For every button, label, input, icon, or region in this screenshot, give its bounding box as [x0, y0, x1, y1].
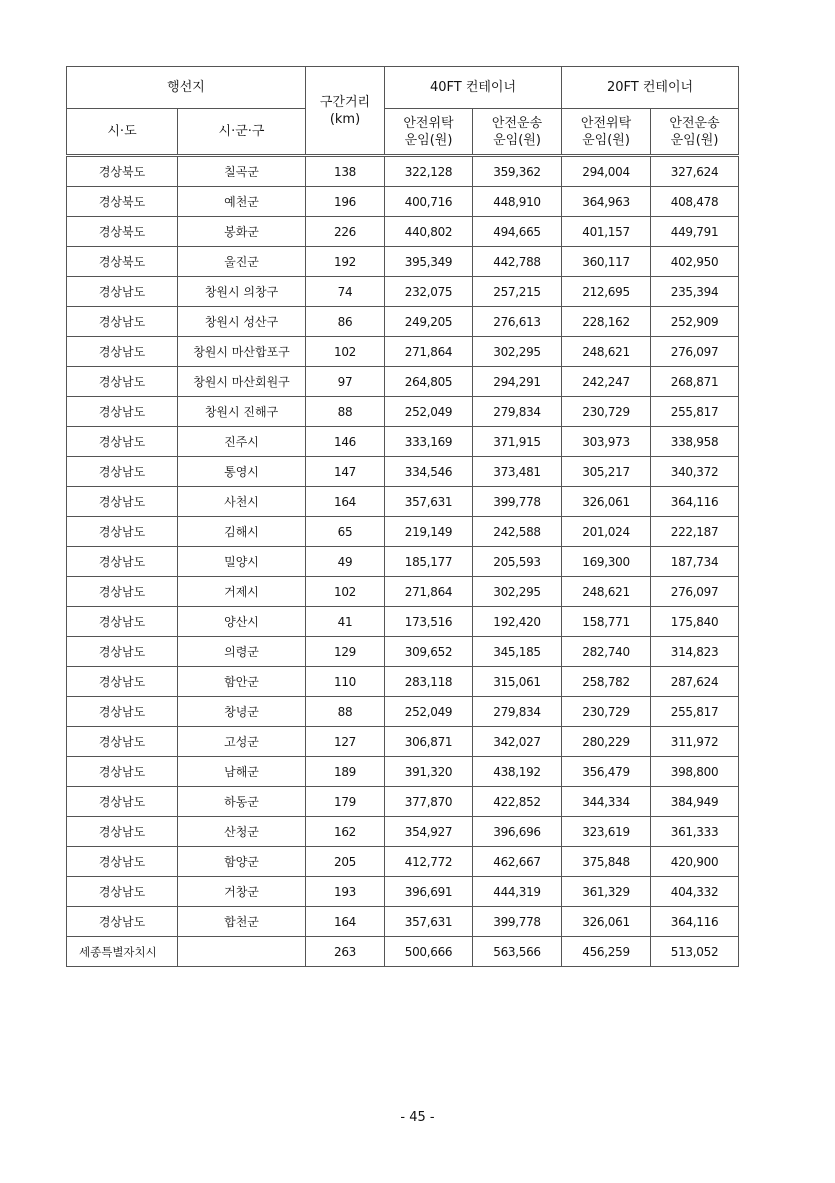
city-cell: 창원시 마산회원구 — [178, 367, 306, 397]
ft20-consign-cell: 280,229 — [562, 727, 651, 757]
ft40-consign-header — [385, 109, 473, 156]
distance-header-label: 구간거리 — [319, 94, 371, 110]
ft40-consign-cell: 306,871 — [385, 727, 473, 757]
ft40-transport-cell: 279,834 — [473, 397, 562, 427]
ft20-transport-cell: 276,097 — [651, 577, 739, 607]
ft40-consign-cell: 309,652 — [385, 637, 473, 667]
city-cell: 예천군 — [178, 187, 306, 217]
table-row — [67, 937, 739, 967]
distance-cell: 74 — [306, 277, 385, 307]
distance-cell: 41 — [306, 607, 385, 637]
table-row — [67, 217, 739, 247]
ft20-consign-cell: 258,782 — [562, 667, 651, 697]
ft40-transport-cell: 345,185 — [473, 637, 562, 667]
ft20-consign-cell: 401,157 — [562, 217, 651, 247]
ft20-transport-header-line2: 운임(원) — [670, 132, 719, 148]
province-cell: 경상남도 — [67, 577, 178, 607]
ft20-consign-header-line1: 안전위탁 — [580, 115, 632, 131]
distance-cell: 86 — [306, 307, 385, 337]
ft20-transport-cell: 314,823 — [651, 637, 739, 667]
ft40-transport-header-line1: 안전운송 — [491, 115, 543, 131]
distance-cell: 164 — [306, 907, 385, 937]
distance-cell: 65 — [306, 517, 385, 547]
city-cell: 함양군 — [178, 847, 306, 877]
ft40-consign-header-line1: 안전위탁 — [403, 115, 454, 131]
distance-cell: 189 — [306, 757, 385, 787]
province-cell: 경상남도 — [67, 307, 178, 337]
ft40-transport-cell: 444,319 — [473, 877, 562, 907]
table-row — [67, 697, 739, 727]
city-cell: 창원시 마산합포구 — [178, 337, 306, 367]
ft40-transport-cell: 359,362 — [473, 156, 562, 187]
table-row — [67, 307, 739, 337]
ft20-transport-cell: 338,958 — [651, 427, 739, 457]
distance-cell: 196 — [306, 187, 385, 217]
page-number: - 45 - — [400, 1110, 435, 1125]
ft20-transport-cell: 255,817 — [651, 397, 739, 427]
city-cell: 봉화군 — [178, 217, 306, 247]
table-row — [67, 787, 739, 817]
province-cell: 경상남도 — [67, 847, 178, 877]
ft40-consign-header-line2: 운임(원) — [404, 132, 453, 148]
province-cell: 경상남도 — [67, 607, 178, 637]
ft20-consign-cell: 230,729 — [562, 697, 651, 727]
table-row — [67, 817, 739, 847]
city-cell: 양산시 — [178, 607, 306, 637]
container-40ft-header: 40FT 컨테이너 — [385, 67, 562, 109]
ft20-transport-cell: 364,116 — [651, 907, 739, 937]
ft20-consign-cell: 294,004 — [562, 156, 651, 187]
ft40-transport-cell: 448,910 — [473, 187, 562, 217]
city-cell: 남해군 — [178, 757, 306, 787]
ft40-consign-cell: 264,805 — [385, 367, 473, 397]
ft20-transport-cell: 327,624 — [651, 156, 739, 187]
ft20-consign-cell: 169,300 — [562, 547, 651, 577]
ft40-transport-cell: 192,420 — [473, 607, 562, 637]
ft20-consign-cell: 456,259 — [562, 937, 651, 967]
province-cell: 경상남도 — [67, 277, 178, 307]
container-20ft-header: 20FT 컨테이너 — [562, 67, 739, 109]
ft40-consign-cell: 412,772 — [385, 847, 473, 877]
table-row — [67, 247, 739, 277]
ft20-transport-cell: 402,950 — [651, 247, 739, 277]
city-cell: 창원시 진해구 — [178, 397, 306, 427]
table-row — [67, 547, 739, 577]
ft40-consign-cell: 283,118 — [385, 667, 473, 697]
table-row — [67, 427, 739, 457]
ft20-consign-cell: 356,479 — [562, 757, 651, 787]
ft40-consign-cell: 377,870 — [385, 787, 473, 817]
destination-header: 행선지 — [67, 67, 306, 109]
distance-cell: 146 — [306, 427, 385, 457]
table-row — [67, 847, 739, 877]
ft20-transport-cell: 408,478 — [651, 187, 739, 217]
table-row — [67, 727, 739, 757]
ft40-transport-cell: 315,061 — [473, 667, 562, 697]
province-cell: 경상북도 — [67, 247, 178, 277]
distance-cell: 162 — [306, 817, 385, 847]
province-cell: 경상남도 — [67, 667, 178, 697]
ft40-consign-cell: 271,864 — [385, 577, 473, 607]
ft20-transport-cell: 404,332 — [651, 877, 739, 907]
city-cell: 칠곡군 — [178, 156, 306, 187]
city-cell: 산청군 — [178, 817, 306, 847]
table-row — [67, 577, 739, 607]
province-cell: 경상남도 — [67, 457, 178, 487]
ft20-transport-cell: 287,624 — [651, 667, 739, 697]
table-row — [67, 877, 739, 907]
ft40-transport-header — [473, 109, 562, 156]
ft40-transport-cell: 294,291 — [473, 367, 562, 397]
table-row — [67, 517, 739, 547]
ft40-consign-cell: 440,802 — [385, 217, 473, 247]
table-row — [67, 757, 739, 787]
province-cell: 경상남도 — [67, 337, 178, 367]
ft40-transport-cell: 494,665 — [473, 217, 562, 247]
ft40-consign-cell: 391,320 — [385, 757, 473, 787]
ft20-consign-cell: 158,771 — [562, 607, 651, 637]
table-row — [67, 487, 739, 517]
province-cell: 경상남도 — [67, 637, 178, 667]
ft40-consign-cell: 322,128 — [385, 156, 473, 187]
city-cell: 함안군 — [178, 667, 306, 697]
city-cell: 합천군 — [178, 907, 306, 937]
distance-cell: 164 — [306, 487, 385, 517]
freight-rate-table — [66, 66, 739, 967]
ft20-consign-cell: 282,740 — [562, 637, 651, 667]
ft40-transport-cell: 399,778 — [473, 907, 562, 937]
ft20-consign-cell: 230,729 — [562, 397, 651, 427]
ft40-transport-cell: 302,295 — [473, 337, 562, 367]
ft20-consign-cell: 212,695 — [562, 277, 651, 307]
distance-header-unit: (km) — [329, 111, 361, 127]
table-body — [67, 156, 739, 967]
ft40-transport-cell: 373,481 — [473, 457, 562, 487]
distance-cell: 192 — [306, 247, 385, 277]
province-cell: 경상남도 — [67, 397, 178, 427]
table-row — [67, 607, 739, 637]
ft40-consign-cell: 232,075 — [385, 277, 473, 307]
ft20-consign-cell: 305,217 — [562, 457, 651, 487]
ft40-transport-cell: 462,667 — [473, 847, 562, 877]
ft20-transport-cell: 255,817 — [651, 697, 739, 727]
distance-cell: 127 — [306, 727, 385, 757]
ft20-transport-header — [651, 109, 739, 156]
city-cell: 통영시 — [178, 457, 306, 487]
ft20-transport-cell: 222,187 — [651, 517, 739, 547]
distance-cell: 88 — [306, 697, 385, 727]
province-cell: 경상북도 — [67, 187, 178, 217]
table-row — [67, 397, 739, 427]
table-row — [67, 277, 739, 307]
city-cell: 밀양시 — [178, 547, 306, 577]
ft40-transport-cell: 399,778 — [473, 487, 562, 517]
ft40-consign-cell: 334,546 — [385, 457, 473, 487]
ft40-consign-cell: 249,205 — [385, 307, 473, 337]
ft20-consign-cell: 201,024 — [562, 517, 651, 547]
ft20-transport-cell: 268,871 — [651, 367, 739, 397]
city-cell: 의령군 — [178, 637, 306, 667]
city-cell: 진주시 — [178, 427, 306, 457]
province-cell: 경상북도 — [67, 217, 178, 247]
province-cell: 경상남도 — [67, 907, 178, 937]
ft40-consign-cell: 219,149 — [385, 517, 473, 547]
ft40-consign-cell: 354,927 — [385, 817, 473, 847]
distance-cell: 205 — [306, 847, 385, 877]
ft40-consign-cell: 395,349 — [385, 247, 473, 277]
distance-cell: 110 — [306, 667, 385, 697]
table-header — [67, 67, 739, 156]
ft20-transport-cell: 252,909 — [651, 307, 739, 337]
province-cell: 세종특별자치시 — [67, 937, 178, 967]
ft40-consign-cell: 400,716 — [385, 187, 473, 217]
city-cell: 거창군 — [178, 877, 306, 907]
city-cell — [178, 937, 306, 967]
table-row — [67, 907, 739, 937]
ft20-consign-cell: 361,329 — [562, 877, 651, 907]
distance-cell: 193 — [306, 877, 385, 907]
province-header: 시·도 — [67, 109, 178, 156]
distance-cell: 49 — [306, 547, 385, 577]
city-cell: 하동군 — [178, 787, 306, 817]
table-row — [67, 457, 739, 487]
province-cell: 경상남도 — [67, 547, 178, 577]
ft40-transport-cell: 205,593 — [473, 547, 562, 577]
province-cell: 경상북도 — [67, 156, 178, 187]
table-row — [67, 667, 739, 697]
city-cell: 김해시 — [178, 517, 306, 547]
ft20-transport-header-line1: 안전운송 — [669, 115, 720, 131]
province-cell: 경상남도 — [67, 487, 178, 517]
ft40-transport-cell: 276,613 — [473, 307, 562, 337]
ft20-transport-cell: 384,949 — [651, 787, 739, 817]
ft20-consign-cell: 323,619 — [562, 817, 651, 847]
distance-cell: 226 — [306, 217, 385, 247]
ft20-transport-cell: 398,800 — [651, 757, 739, 787]
city-cell: 거제시 — [178, 577, 306, 607]
ft40-transport-cell: 438,192 — [473, 757, 562, 787]
ft40-transport-cell: 442,788 — [473, 247, 562, 277]
city-cell: 창녕군 — [178, 697, 306, 727]
ft20-consign-header-line2: 운임(원) — [582, 132, 630, 148]
province-cell: 경상남도 — [67, 367, 178, 397]
ft20-consign-cell: 360,117 — [562, 247, 651, 277]
ft40-consign-cell: 357,631 — [385, 487, 473, 517]
distance-cell: 102 — [306, 577, 385, 607]
ft20-transport-cell: 340,372 — [651, 457, 739, 487]
ft40-transport-cell: 371,915 — [473, 427, 562, 457]
ft40-transport-cell: 563,566 — [473, 937, 562, 967]
table-row — [67, 156, 739, 187]
ft40-consign-cell: 173,516 — [385, 607, 473, 637]
city-cell: 고성군 — [178, 727, 306, 757]
ft20-transport-cell: 513,052 — [651, 937, 739, 967]
city-cell: 창원시 성산구 — [178, 307, 306, 337]
ft40-transport-cell: 422,852 — [473, 787, 562, 817]
ft40-transport-header-line2: 운임(원) — [493, 132, 541, 148]
distance-cell: 88 — [306, 397, 385, 427]
ft40-consign-cell: 252,049 — [385, 697, 473, 727]
ft40-consign-cell: 333,169 — [385, 427, 473, 457]
province-cell: 경상남도 — [67, 787, 178, 817]
ft40-transport-cell: 342,027 — [473, 727, 562, 757]
ft40-transport-cell: 279,834 — [473, 697, 562, 727]
distance-cell: 138 — [306, 156, 385, 187]
ft40-transport-cell: 242,588 — [473, 517, 562, 547]
city-cell: 창원시 의창구 — [178, 277, 306, 307]
city-header: 시·군·구 — [178, 109, 306, 156]
province-cell: 경상남도 — [67, 877, 178, 907]
ft20-consign-cell: 248,621 — [562, 337, 651, 367]
city-cell: 울진군 — [178, 247, 306, 277]
distance-cell: 263 — [306, 937, 385, 967]
distance-cell: 129 — [306, 637, 385, 667]
city-cell: 사천시 — [178, 487, 306, 517]
ft20-transport-cell: 420,900 — [651, 847, 739, 877]
table-row — [67, 367, 739, 397]
ft20-consign-cell: 326,061 — [562, 907, 651, 937]
province-cell: 경상남도 — [67, 727, 178, 757]
ft40-consign-cell: 357,631 — [385, 907, 473, 937]
ft40-consign-cell: 271,864 — [385, 337, 473, 367]
province-cell: 경상남도 — [67, 427, 178, 457]
ft20-consign-cell: 303,973 — [562, 427, 651, 457]
ft20-consign-cell: 228,162 — [562, 307, 651, 337]
ft20-consign-cell: 242,247 — [562, 367, 651, 397]
ft40-consign-cell: 396,691 — [385, 877, 473, 907]
ft20-consign-cell: 248,621 — [562, 577, 651, 607]
ft40-transport-cell: 396,696 — [473, 817, 562, 847]
ft20-transport-cell: 311,972 — [651, 727, 739, 757]
province-cell: 경상남도 — [67, 817, 178, 847]
ft20-transport-cell: 235,394 — [651, 277, 739, 307]
distance-cell: 179 — [306, 787, 385, 817]
ft20-consign-cell: 344,334 — [562, 787, 651, 817]
ft40-consign-cell: 500,666 — [385, 937, 473, 967]
ft40-consign-cell: 185,177 — [385, 547, 473, 577]
table-row — [67, 337, 739, 367]
ft20-consign-cell: 326,061 — [562, 487, 651, 517]
distance-cell: 97 — [306, 367, 385, 397]
table-row — [67, 637, 739, 667]
ft20-transport-cell: 364,116 — [651, 487, 739, 517]
ft40-transport-cell: 302,295 — [473, 577, 562, 607]
province-cell: 경상남도 — [67, 517, 178, 547]
distance-header — [306, 67, 385, 156]
ft20-transport-cell: 449,791 — [651, 217, 739, 247]
ft20-consign-cell: 364,963 — [562, 187, 651, 217]
province-cell: 경상남도 — [67, 757, 178, 787]
distance-cell: 102 — [306, 337, 385, 367]
ft20-transport-cell: 361,333 — [651, 817, 739, 847]
ft40-consign-cell: 252,049 — [385, 397, 473, 427]
distance-cell: 147 — [306, 457, 385, 487]
ft20-transport-cell: 276,097 — [651, 337, 739, 367]
ft20-consign-cell: 375,848 — [562, 847, 651, 877]
ft20-consign-header — [562, 109, 651, 156]
table-row — [67, 187, 739, 217]
ft20-transport-cell: 187,734 — [651, 547, 739, 577]
province-cell: 경상남도 — [67, 697, 178, 727]
ft40-transport-cell: 257,215 — [473, 277, 562, 307]
ft20-transport-cell: 175,840 — [651, 607, 739, 637]
